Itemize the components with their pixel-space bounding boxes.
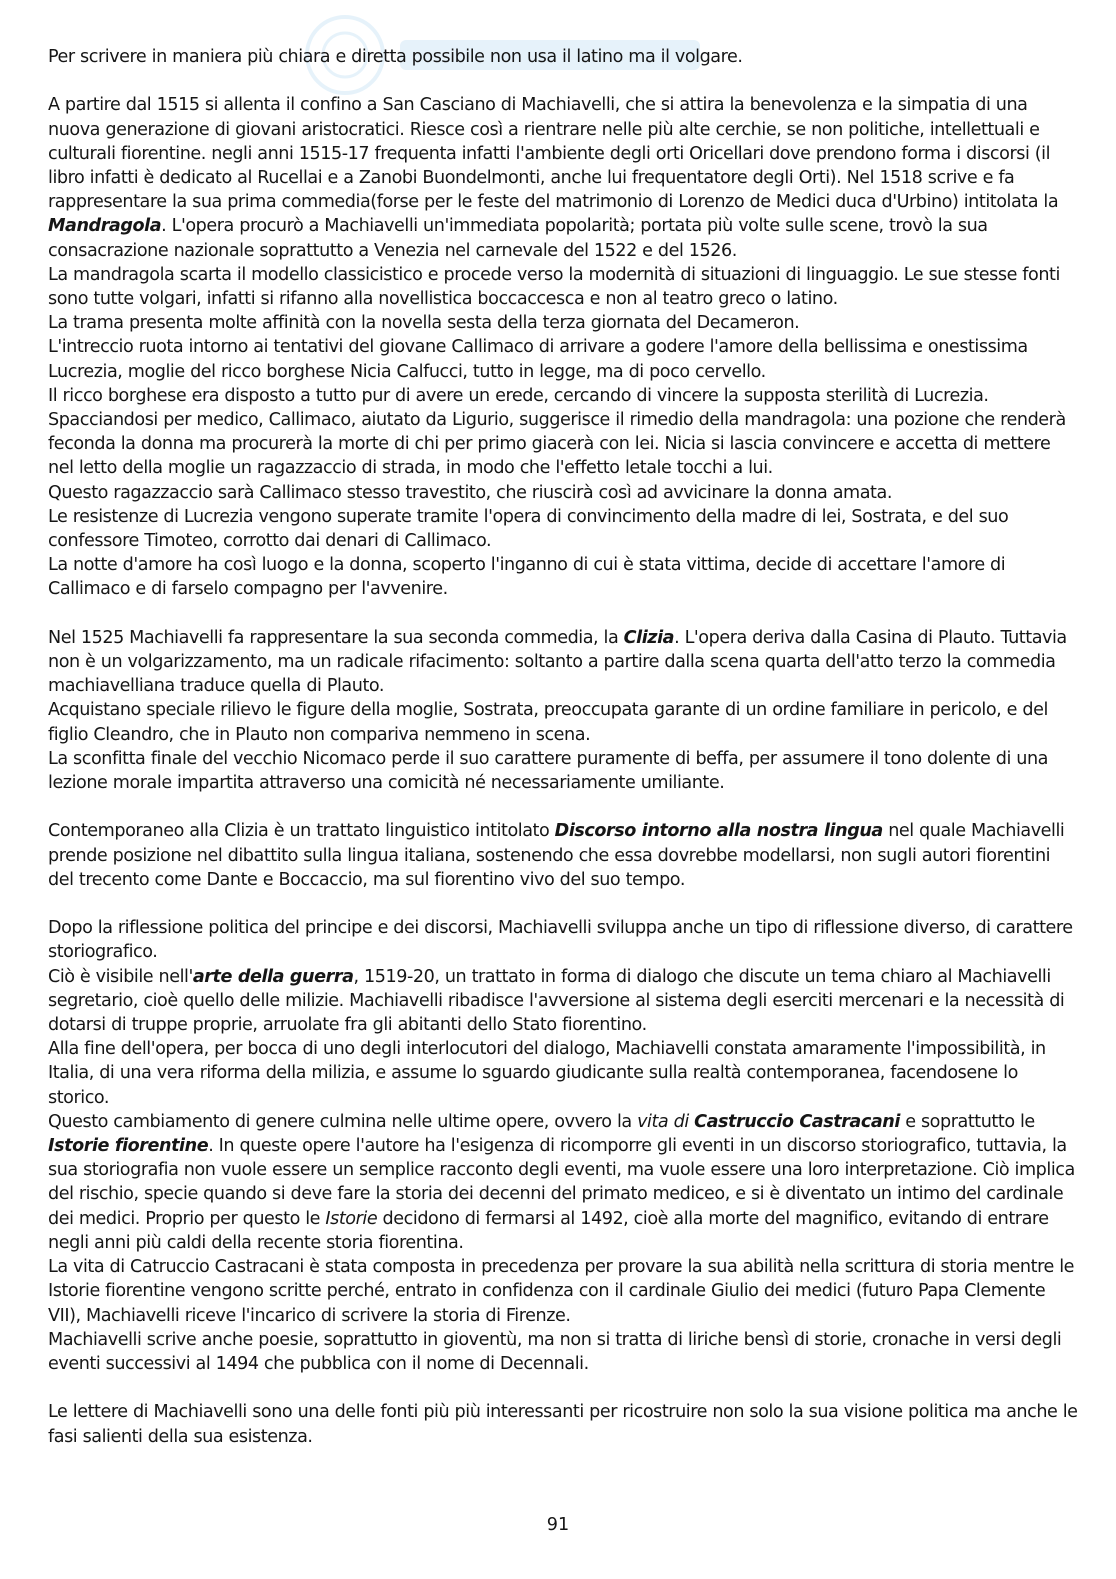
clizia-characters-paragraph: Acquistano speciale rilievo le figure della moglie, Sostrata, preoccupata garante di un ordine familiare in pericolo, e del figlio Cleandro, che in Plauto non compariva nemmeno in scena.: [48, 700, 1048, 745]
paragraph-gap: [48, 69, 1078, 93]
text-run: A partire dal 1515 si allenta il confino a San Casciano di Machiavelli, che si attira la benevolenza e la simpatia di una nuova generazione di giovani aristocratici. Riesce così a rientrare nelle più alte cerchie, se non politiche, intellettuali e culturali fiorentine. negli anni 1515-17 frequenta infatti l'ambiente degli orti Oricellari dove prendono forma i discorsi (il libro infatti è dedicato al Rucellai e a Zanobi Buondelmonti, anche lui frequentatore degli Orti). Nel 1518 scrive e fa rappresentare la sua prima commedia(forse per le feste del matrimonio di Lorenzo de Medici duca d'Urbino) intitolata la: [48, 95, 1059, 213]
arte-guerra-title: arte della guerra: [192, 966, 354, 987]
mandragola-ending-paragraph: La notte d'amore ha così luogo e la donna, scoperto l'inganno di cui è stata vittima, decide di accettare l'amore di Callimaco e di farselo compagno per l'avvenire.: [48, 555, 1006, 600]
text-run: Ciò è visibile nell': [48, 966, 193, 987]
arte-guerra-paragraph: [48, 965, 1078, 1038]
poesie-paragraph: Machiavelli scrive anche poesie, soprattutto in gioventù, ma non si tratta di liriche bensì di storie, cronache in versi degli eventi successivi al 1494 che pubblica con il nome di Decennali.: [48, 1329, 1062, 1374]
lettere-paragraph: Le lettere di Machiavelli sono una delle fonti più più interessanti per ricostruire non solo la sua visione politica ma anche le fasi salienti della sua esistenza.: [48, 1402, 1078, 1447]
discorso-paragraph: [48, 819, 1078, 892]
text-run: Nel 1525 Machiavelli fa rappresentare la sua seconda commedia, la: [48, 627, 624, 648]
istorie-italic: Istorie: [325, 1208, 378, 1229]
paragraph-gap: [48, 1376, 1078, 1400]
ultime-opere-paragraph: [48, 1110, 1078, 1255]
mandragola-disguise-paragraph: Questo ragazzaccio sarà Callimaco stesso travestito, che riuscirà così ad avvicinare la donna amata.: [48, 482, 892, 503]
mandragola-paragraph: [48, 93, 1078, 262]
text-run: . L'opera procurò a Machiavelli un'immediata popolarità; portata più volte sulle scene, trovò la sua consacrazione nazionale soprattutto a Venezia nel carnevale del 1522 e del 1526.: [48, 216, 988, 261]
text-run: e soprattutto le: [899, 1111, 1035, 1132]
page-number: 91: [546, 1515, 570, 1535]
text-run: , 1519-20, un trattato in forma di dialogo che discute un tema chiaro al Machiavelli segretario, cioè quello delle milizie. Machiavelli ribadisce l'avversione al sistema degli eserciti mercenari e la necessità di dotarsi di truppe proprie, arruolate fra gli abitanti dello Stato fiorentino.: [48, 966, 1065, 1036]
milizia-paragraph: Alla fine dell'opera, per bocca di uno degli interlocutori del dialogo, Machiavelli constata amaramente l'impossibilità, in Italia, di una vera riforma della milizia, e assume lo sguardo giudicante sulla realtà contemporanea, facendosene lo storico.: [48, 1039, 1046, 1108]
text-run: decidono di fermarsi al 1492, cioè alla morte del magnifico, evitando di entrare negli anni più caldi della recente storia fiorentina.: [48, 1208, 1049, 1253]
discorso-title: Discorso intorno alla nostra lingua: [554, 821, 883, 842]
intro-paragraph: Per scrivere in maniera più chiara e diretta possibile non usa il latino ma il volgare.: [48, 47, 743, 67]
mandragola-plot-paragraph: La trama presenta molte affinità con la novella sesta della terza giornata del Decameron.: [48, 313, 800, 334]
clizia-ending-paragraph: La sconfitta finale del vecchio Nicomaco perde il suo carattere puramente di beffa, per assumere il tono dolente di una lezione morale impartita attraverso una comicità né necessariamente umiliante.: [48, 748, 1048, 794]
mandragola-title: Mandragola: [48, 216, 162, 237]
mandragola-modernity-paragraph: La mandragola scarta il modello classicistico e procede verso la modernità di situazioni di linguaggio. Le sue stesse fonti sono tutte volgari, infatti si rifanno alla novellistica boccaccesca e non al teatro greco o latino.: [48, 264, 1060, 310]
paragraph-gap: [48, 795, 1078, 819]
storiografia-intro-paragraph: Dopo la riflessione politica del principe e dei discorsi, Machiavelli sviluppa anche un tipo di riflessione diverso, di carattere storiografico.: [48, 918, 1073, 963]
mandragola-intrigue-paragraph: L'intreccio ruota intorno ai tentativi del giovane Callimaco di arrivare a godere l'amore della bellissima e onestissima Lucrezia, moglie del ricco borghese Nicia Calfucci, tutto in legge, ma di poco cervello.: [48, 337, 1028, 382]
text-run: nel quale Machiavelli prende posizione nel dibattito sulla lingua italiana, sostenendo che essa dovrebbe modellarsi, non sugli autori fiorentini del trecento come Dante e Boccaccio, ma sul fiorentino vivo del suo tempo.: [48, 821, 1065, 890]
text-run: Contemporaneo alla Clizia è un trattato linguistico intitolato: [48, 821, 555, 842]
castracani-paragraph: La vita di Catruccio Castracani è stata composta in precedenza per provare la sua abilità nella scrittura di storia mentre le Istorie fiorentine vengono scritte perché, entrato in confidenza con il cardinale Giulio dei medici (futuro Papa Clemente VII), Machiavelli riceve l'incarico di scrivere la storia di Firenze.: [48, 1257, 1075, 1326]
document-body: [48, 45, 1078, 1449]
paragraph-gap: [48, 602, 1078, 626]
vita-di-text: vita di: [637, 1111, 695, 1132]
mandragola-nicia-paragraph: Il ricco borghese era disposto a tutto pur di avere un erede, cercando di vincere la supposta sterilità di Lucrezia. Spacciandosi per medico, Callimaco, aiutato da Ligurio, suggerisce il rimedio della mandragola: una pozione che renderà feconda la donna ma procurerà la morte di chi per primo giacerà con lei. Nicia si lascia convincere e accetta di mettere nel letto della moglie un ragazzaccio di strada, in modo che l'effetto letale tocchi a lui.: [48, 385, 1066, 479]
istorie-title: Istorie fiorentine: [48, 1136, 209, 1157]
paragraph-gap: [48, 892, 1078, 916]
text-run: . L'opera deriva dalla Casina di Plauto. Tuttavia non è un volgarizzamento, ma un radicale rifacimento: soltanto a partire dalla scena quarta dell'atto terzo la commedia machiavelliana traduce quella di Plauto.: [48, 627, 1067, 697]
castruccio-title: Castruccio Castracani: [694, 1111, 900, 1132]
mandragola-resistance-paragraph: Le resistenze di Lucrezia vengono superate tramite l'opera di convincimento della madre di lei, Sostrata, e del suo confessore Timoteo, corrotto dai denari di Callimaco.: [48, 506, 1009, 552]
text-run: Questo cambiamento di genere culmina nelle ultime opere, ovvero la: [48, 1111, 638, 1132]
clizia-paragraph: [48, 626, 1078, 699]
clizia-title: Clizia: [623, 627, 675, 648]
text-run: . In queste opere l'autore ha l'esigenza di ricomporre gli eventi in un discorso storiografico, tuttavia, la sua storiografia non vuole essere un semplice racconto degli eventi, ma vuole essere una loro interpretazione. Ciò implica del rischio, specie quando si deve fare la storia dei decenni del primato mediceo, e si è diventato un intimo del cardinale dei medici. Proprio per questo le: [48, 1136, 1075, 1229]
